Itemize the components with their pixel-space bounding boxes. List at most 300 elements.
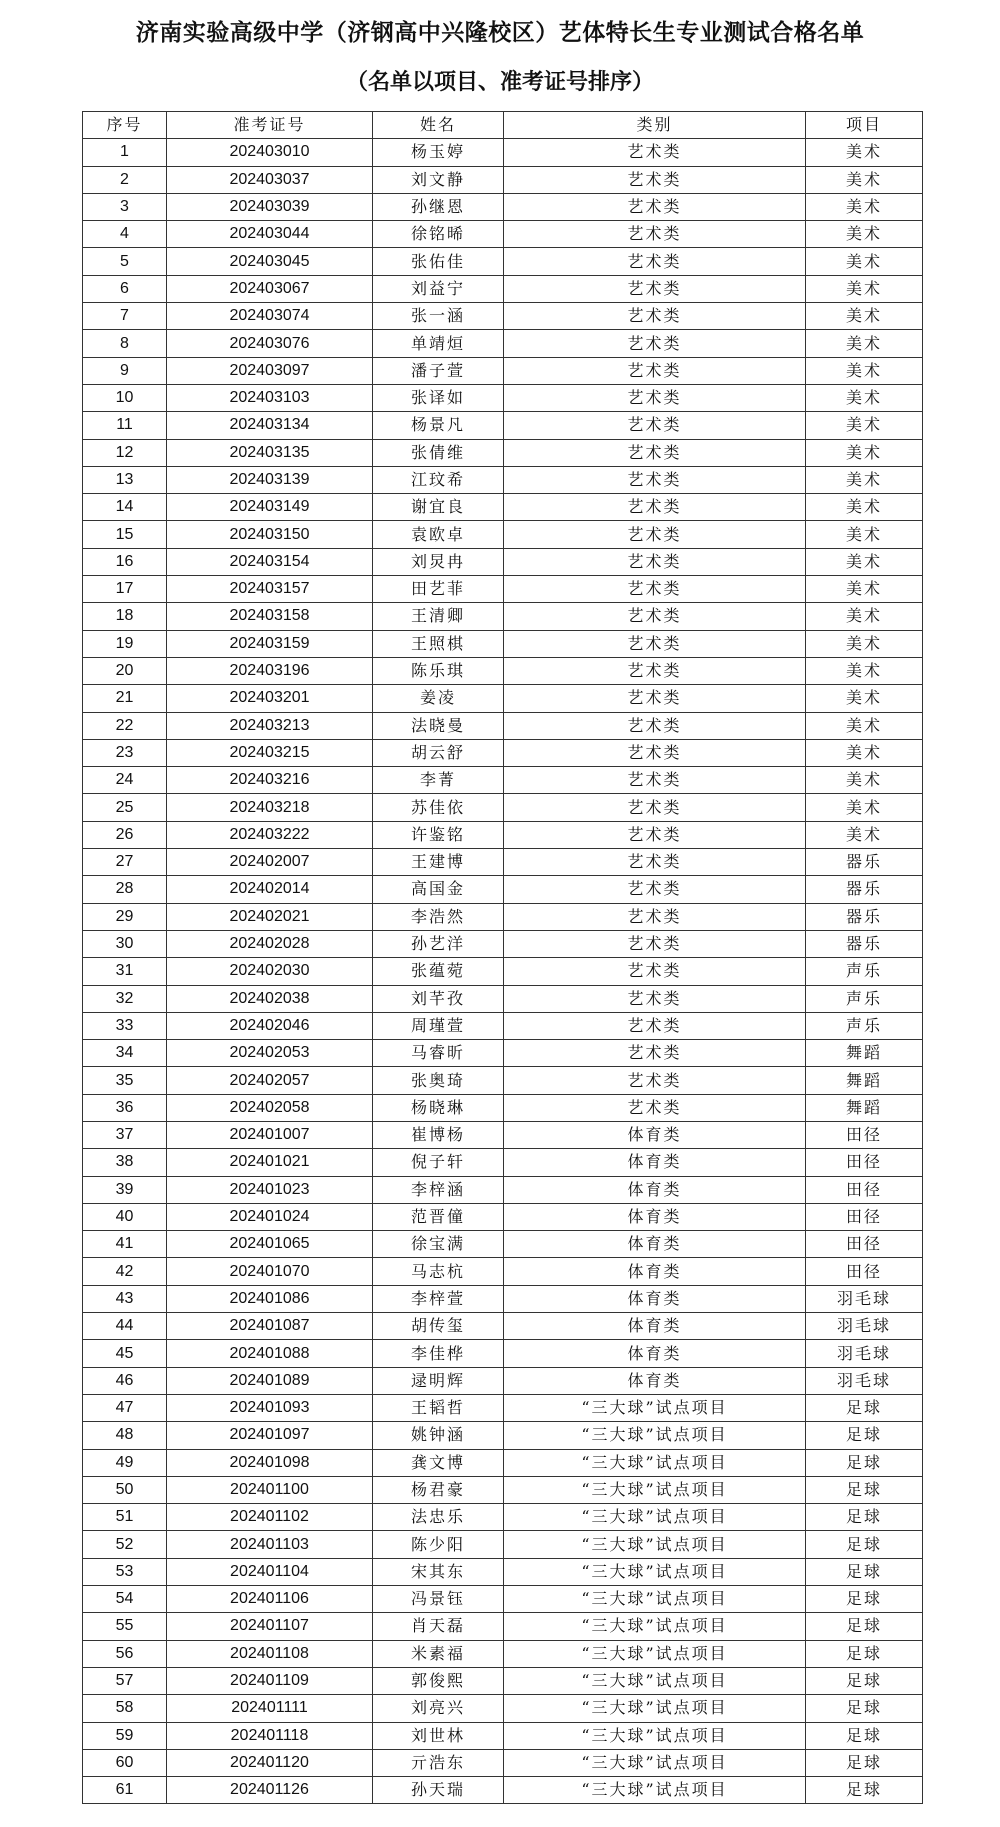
exam-id-cell: 202401097 (167, 1422, 373, 1449)
exam-id-cell: 202401100 (167, 1476, 373, 1503)
table-row (83, 412, 923, 439)
exam-id-cell: 202403039 (167, 193, 373, 220)
category-cell: 艺术类 (504, 603, 806, 630)
serial-number-cell: 41 (83, 1231, 167, 1258)
table-row (83, 685, 923, 712)
exam-id-cell: 202401089 (167, 1367, 373, 1394)
table-header-row (83, 112, 923, 139)
category-cell: 艺术类 (504, 930, 806, 957)
item-cell: 舞蹈 (806, 1094, 923, 1121)
category-cell: “三大球”试点项目 (504, 1476, 806, 1503)
student-name-cell: 马睿昕 (373, 1040, 504, 1067)
table-row (83, 1176, 923, 1203)
exam-id-cell: 202401109 (167, 1667, 373, 1694)
table-row (83, 630, 923, 657)
student-name-cell: 王照棋 (373, 630, 504, 657)
exam-id-cell: 202403201 (167, 685, 373, 712)
serial-number-cell: 25 (83, 794, 167, 821)
category-cell: 艺术类 (504, 248, 806, 275)
item-cell: 舞蹈 (806, 1040, 923, 1067)
serial-number-cell: 24 (83, 767, 167, 794)
table-row (83, 603, 923, 630)
table-row (83, 1231, 923, 1258)
serial-number-cell: 33 (83, 1012, 167, 1039)
page-title: 济南实验高级中学（济钢高中兴隆校区）艺体特长生专业测试合格名单 (135, 20, 865, 46)
category-cell: 艺术类 (504, 303, 806, 330)
category-cell: 艺术类 (504, 821, 806, 848)
category-cell: 体育类 (504, 1258, 806, 1285)
exam-id-cell: 202401104 (167, 1558, 373, 1585)
table-row (83, 821, 923, 848)
item-cell: 足球 (806, 1777, 923, 1804)
exam-id-cell: 202403045 (167, 248, 373, 275)
category-cell: 艺术类 (504, 330, 806, 357)
table-row (83, 794, 923, 821)
exam-id-cell: 202401070 (167, 1258, 373, 1285)
student-name-cell: 王韬哲 (373, 1394, 504, 1421)
exam-id-cell: 202403150 (167, 521, 373, 548)
serial-number-cell: 9 (83, 357, 167, 384)
item-cell: 足球 (806, 1695, 923, 1722)
item-cell: 羽毛球 (806, 1285, 923, 1312)
category-cell: 艺术类 (504, 985, 806, 1012)
exam-id-cell: 202401007 (167, 1121, 373, 1148)
item-cell: 声乐 (806, 985, 923, 1012)
category-cell: 体育类 (504, 1149, 806, 1176)
table-row (83, 494, 923, 521)
table-row (83, 739, 923, 766)
student-name-cell: 李梓涵 (373, 1176, 504, 1203)
category-cell: 艺术类 (504, 1012, 806, 1039)
student-name-cell: 刘益宁 (373, 275, 504, 302)
item-cell: 足球 (806, 1586, 923, 1613)
table-row (83, 1640, 923, 1667)
table-row (83, 1094, 923, 1121)
student-name-cell: 潘子萱 (373, 357, 504, 384)
table-row (83, 903, 923, 930)
category-cell: 艺术类 (504, 494, 806, 521)
serial-number-cell: 55 (83, 1613, 167, 1640)
exam-id-cell: 202401021 (167, 1149, 373, 1176)
serial-number-cell: 45 (83, 1340, 167, 1367)
exam-id-cell: 202401093 (167, 1394, 373, 1421)
serial-number-cell: 23 (83, 739, 167, 766)
item-cell: 美术 (806, 275, 923, 302)
serial-number-cell: 61 (83, 1777, 167, 1804)
student-name-cell: 崔博杨 (373, 1121, 504, 1148)
table-row (83, 849, 923, 876)
serial-number-cell: 36 (83, 1094, 167, 1121)
serial-number-cell: 14 (83, 494, 167, 521)
student-name-cell: 倪子轩 (373, 1149, 504, 1176)
table-row (83, 439, 923, 466)
category-cell: 艺术类 (504, 794, 806, 821)
exam-id-cell: 202403076 (167, 330, 373, 357)
category-cell: 体育类 (504, 1285, 806, 1312)
serial-number-cell: 43 (83, 1285, 167, 1312)
category-cell: 艺术类 (504, 139, 806, 166)
table-row (83, 1695, 923, 1722)
table-row (83, 1722, 923, 1749)
student-name-cell: 姚钟涵 (373, 1422, 504, 1449)
table-row (83, 357, 923, 384)
student-name-cell: 杨景凡 (373, 412, 504, 439)
student-name-cell: 袁欧卓 (373, 521, 504, 548)
serial-number-cell: 17 (83, 576, 167, 603)
table-row (83, 384, 923, 411)
table-row (83, 1121, 923, 1148)
table-row (83, 1203, 923, 1230)
serial-number-cell: 18 (83, 603, 167, 630)
exam-id-cell: 202403074 (167, 303, 373, 330)
exam-id-cell: 202402046 (167, 1012, 373, 1039)
serial-number-cell: 34 (83, 1040, 167, 1067)
category-cell: 艺术类 (504, 849, 806, 876)
item-cell: 足球 (806, 1558, 923, 1585)
serial-number-cell: 53 (83, 1558, 167, 1585)
table-row (83, 1504, 923, 1531)
student-name-cell: 李菁 (373, 767, 504, 794)
category-cell: 艺术类 (504, 439, 806, 466)
serial-number-cell: 7 (83, 303, 167, 330)
student-name-cell: 张奥琦 (373, 1067, 504, 1094)
item-cell: 足球 (806, 1504, 923, 1531)
exam-id-cell: 202401106 (167, 1586, 373, 1613)
serial-number-cell: 27 (83, 849, 167, 876)
student-name-cell: 王清卿 (373, 603, 504, 630)
student-name-cell: 宋其东 (373, 1558, 504, 1585)
exam-id-cell: 202403134 (167, 412, 373, 439)
serial-number-cell: 38 (83, 1149, 167, 1176)
serial-number-cell: 29 (83, 903, 167, 930)
student-name-cell: 张倩维 (373, 439, 504, 466)
item-cell: 器乐 (806, 930, 923, 957)
table-row (83, 1340, 923, 1367)
student-name-cell: 刘炅冉 (373, 548, 504, 575)
student-name-cell: 张译如 (373, 384, 504, 411)
item-cell: 足球 (806, 1640, 923, 1667)
table-row (83, 1394, 923, 1421)
category-cell: 艺术类 (504, 657, 806, 684)
student-name-cell: 苏佳依 (373, 794, 504, 821)
exam-id-cell: 202403196 (167, 657, 373, 684)
serial-number-cell: 58 (83, 1695, 167, 1722)
item-cell: 器乐 (806, 849, 923, 876)
table-row (83, 1012, 923, 1039)
table-row (83, 767, 923, 794)
item-cell: 美术 (806, 712, 923, 739)
student-name-cell: 胡传玺 (373, 1313, 504, 1340)
item-cell: 田径 (806, 1203, 923, 1230)
item-cell: 美术 (806, 166, 923, 193)
exam-id-cell: 202401120 (167, 1749, 373, 1776)
category-cell: “三大球”试点项目 (504, 1640, 806, 1667)
exam-id-cell: 202403139 (167, 466, 373, 493)
exam-id-cell: 202401108 (167, 1640, 373, 1667)
student-name-cell: 张一涵 (373, 303, 504, 330)
serial-number-cell: 1 (83, 139, 167, 166)
table-row (83, 1558, 923, 1585)
category-cell: 体育类 (504, 1231, 806, 1258)
category-cell: “三大球”试点项目 (504, 1586, 806, 1613)
student-name-cell: 郭俊熙 (373, 1667, 504, 1694)
serial-number-cell: 51 (83, 1504, 167, 1531)
category-cell: 艺术类 (504, 712, 806, 739)
exam-id-cell: 202401086 (167, 1285, 373, 1312)
header-category: 类别 (504, 112, 806, 139)
table-row (83, 1613, 923, 1640)
student-name-cell: 刘亮兴 (373, 1695, 504, 1722)
student-name-cell: 陈少阳 (373, 1531, 504, 1558)
table-row (83, 248, 923, 275)
category-cell: 艺术类 (504, 1094, 806, 1121)
item-cell: 羽毛球 (806, 1313, 923, 1340)
category-cell: 艺术类 (504, 876, 806, 903)
serial-number-cell: 42 (83, 1258, 167, 1285)
student-name-cell: 李浩然 (373, 903, 504, 930)
item-cell: 美术 (806, 521, 923, 548)
exam-id-cell: 202401107 (167, 1613, 373, 1640)
student-name-cell: 逯明辉 (373, 1367, 504, 1394)
exam-id-cell: 202403103 (167, 384, 373, 411)
student-name-cell: 徐铭晞 (373, 221, 504, 248)
item-cell: 美术 (806, 384, 923, 411)
item-cell: 美术 (806, 739, 923, 766)
student-name-cell: 杨君豪 (373, 1476, 504, 1503)
item-cell: 美术 (806, 630, 923, 657)
serial-number-cell: 56 (83, 1640, 167, 1667)
exam-id-cell: 202402053 (167, 1040, 373, 1067)
item-cell: 足球 (806, 1613, 923, 1640)
table-row (83, 1067, 923, 1094)
serial-number-cell: 32 (83, 985, 167, 1012)
student-name-cell: 亓浩东 (373, 1749, 504, 1776)
exam-id-cell: 202401126 (167, 1777, 373, 1804)
table-row (83, 221, 923, 248)
table-row (83, 985, 923, 1012)
student-name-cell: 刘世林 (373, 1722, 504, 1749)
table-row (83, 1149, 923, 1176)
student-name-cell: 李佳桦 (373, 1340, 504, 1367)
category-cell: 体育类 (504, 1367, 806, 1394)
category-cell: 体育类 (504, 1121, 806, 1148)
category-cell: 艺术类 (504, 1067, 806, 1094)
item-cell: 美术 (806, 303, 923, 330)
serial-number-cell: 15 (83, 521, 167, 548)
serial-number-cell: 31 (83, 958, 167, 985)
serial-number-cell: 60 (83, 1749, 167, 1776)
student-name-cell: 徐宝满 (373, 1231, 504, 1258)
exam-id-cell: 202401024 (167, 1203, 373, 1230)
student-name-cell: 孙继恩 (373, 193, 504, 220)
item-cell: 美术 (806, 821, 923, 848)
serial-number-cell: 22 (83, 712, 167, 739)
serial-number-cell: 26 (83, 821, 167, 848)
table-row (83, 139, 923, 166)
item-cell: 美术 (806, 193, 923, 220)
item-cell: 美术 (806, 330, 923, 357)
exam-id-cell: 202401087 (167, 1313, 373, 1340)
serial-number-cell: 20 (83, 657, 167, 684)
student-name-cell: 孙天瑞 (373, 1777, 504, 1804)
category-cell: 艺术类 (504, 221, 806, 248)
item-cell: 足球 (806, 1722, 923, 1749)
item-cell: 声乐 (806, 958, 923, 985)
item-cell: 美术 (806, 221, 923, 248)
item-cell: 田径 (806, 1258, 923, 1285)
table-row (83, 1667, 923, 1694)
qualified-list-table (82, 111, 923, 1804)
header-name: 姓名 (373, 112, 504, 139)
exam-id-cell: 202402038 (167, 985, 373, 1012)
serial-number-cell: 19 (83, 630, 167, 657)
category-cell: 艺术类 (504, 630, 806, 657)
item-cell: 器乐 (806, 903, 923, 930)
category-cell: 体育类 (504, 1203, 806, 1230)
student-name-cell: 冯景钰 (373, 1586, 504, 1613)
serial-number-cell: 47 (83, 1394, 167, 1421)
table-row (83, 576, 923, 603)
student-name-cell: 周瑾萱 (373, 1012, 504, 1039)
category-cell: 艺术类 (504, 166, 806, 193)
item-cell: 舞蹈 (806, 1067, 923, 1094)
item-cell: 美术 (806, 603, 923, 630)
serial-number-cell: 48 (83, 1422, 167, 1449)
table-row (83, 303, 923, 330)
serial-number-cell: 3 (83, 193, 167, 220)
table-row (83, 193, 923, 220)
exam-id-cell: 202401098 (167, 1449, 373, 1476)
serial-number-cell: 44 (83, 1313, 167, 1340)
item-cell: 美术 (806, 248, 923, 275)
serial-number-cell: 12 (83, 439, 167, 466)
serial-number-cell: 50 (83, 1476, 167, 1503)
student-name-cell: 范晋僮 (373, 1203, 504, 1230)
table-row (83, 1367, 923, 1394)
category-cell: 艺术类 (504, 357, 806, 384)
category-cell: 艺术类 (504, 548, 806, 575)
item-cell: 美术 (806, 466, 923, 493)
item-cell: 足球 (806, 1531, 923, 1558)
item-cell: 美术 (806, 685, 923, 712)
category-cell: 艺术类 (504, 576, 806, 603)
item-cell: 美术 (806, 794, 923, 821)
serial-number-cell: 8 (83, 330, 167, 357)
exam-id-cell: 202403044 (167, 221, 373, 248)
serial-number-cell: 4 (83, 221, 167, 248)
student-name-cell: 谢宜良 (373, 494, 504, 521)
exam-id-cell: 202403216 (167, 767, 373, 794)
student-name-cell: 杨晓琳 (373, 1094, 504, 1121)
table-row (83, 1285, 923, 1312)
serial-number-cell: 11 (83, 412, 167, 439)
exam-id-cell: 202403135 (167, 439, 373, 466)
table-row (83, 166, 923, 193)
category-cell: “三大球”试点项目 (504, 1695, 806, 1722)
item-cell: 田径 (806, 1121, 923, 1148)
item-cell: 羽毛球 (806, 1367, 923, 1394)
category-cell: 艺术类 (504, 193, 806, 220)
exam-id-cell: 202403157 (167, 576, 373, 603)
table-row (83, 876, 923, 903)
exam-id-cell: 202403037 (167, 166, 373, 193)
exam-id-cell: 202403215 (167, 739, 373, 766)
category-cell: 体育类 (504, 1313, 806, 1340)
exam-id-cell: 202403218 (167, 794, 373, 821)
category-cell: “三大球”试点项目 (504, 1558, 806, 1585)
exam-id-cell: 202401102 (167, 1504, 373, 1531)
serial-number-cell: 30 (83, 930, 167, 957)
exam-id-cell: 202403010 (167, 139, 373, 166)
serial-number-cell: 49 (83, 1449, 167, 1476)
serial-number-cell: 57 (83, 1667, 167, 1694)
exam-id-cell: 202403222 (167, 821, 373, 848)
table-row (83, 657, 923, 684)
table-row (83, 1422, 923, 1449)
exam-id-cell: 202402007 (167, 849, 373, 876)
table-row (83, 1449, 923, 1476)
category-cell: 体育类 (504, 1176, 806, 1203)
exam-id-cell: 202401023 (167, 1176, 373, 1203)
category-cell: “三大球”试点项目 (504, 1667, 806, 1694)
table-row (83, 1258, 923, 1285)
student-name-cell: 张佑佳 (373, 248, 504, 275)
exam-id-cell: 202402014 (167, 876, 373, 903)
category-cell: “三大球”试点项目 (504, 1777, 806, 1804)
table-row (83, 1586, 923, 1613)
serial-number-cell: 6 (83, 275, 167, 302)
table-row (83, 1749, 923, 1776)
category-cell: “三大球”试点项目 (504, 1749, 806, 1776)
table-row (83, 712, 923, 739)
item-cell: 足球 (806, 1422, 923, 1449)
category-cell: 艺术类 (504, 903, 806, 930)
exam-id-cell: 202402021 (167, 903, 373, 930)
student-name-cell: 田艺菲 (373, 576, 504, 603)
item-cell: 羽毛球 (806, 1340, 923, 1367)
student-name-cell: 高国金 (373, 876, 504, 903)
table-row (83, 1777, 923, 1804)
item-cell: 美术 (806, 548, 923, 575)
table-body (83, 139, 923, 1804)
header-serial-number: 序号 (83, 112, 167, 139)
table-row (83, 466, 923, 493)
category-cell: “三大球”试点项目 (504, 1449, 806, 1476)
table-row (83, 330, 923, 357)
table-row (83, 1040, 923, 1067)
category-cell: 艺术类 (504, 1040, 806, 1067)
item-cell: 田径 (806, 1149, 923, 1176)
serial-number-cell: 13 (83, 466, 167, 493)
exam-id-cell: 202402058 (167, 1094, 373, 1121)
exam-id-cell: 202403149 (167, 494, 373, 521)
item-cell: 美术 (806, 139, 923, 166)
student-name-cell: 法晓曼 (373, 712, 504, 739)
serial-number-cell: 10 (83, 384, 167, 411)
category-cell: “三大球”试点项目 (504, 1504, 806, 1531)
student-name-cell: 杨玉婷 (373, 139, 504, 166)
item-cell: 美术 (806, 576, 923, 603)
student-name-cell: 江玟希 (373, 466, 504, 493)
item-cell: 足球 (806, 1667, 923, 1694)
exam-id-cell: 202403067 (167, 275, 373, 302)
serial-number-cell: 21 (83, 685, 167, 712)
serial-number-cell: 52 (83, 1531, 167, 1558)
table-row (83, 521, 923, 548)
exam-id-cell: 202401088 (167, 1340, 373, 1367)
exam-id-cell: 202401103 (167, 1531, 373, 1558)
item-cell: 田径 (806, 1176, 923, 1203)
